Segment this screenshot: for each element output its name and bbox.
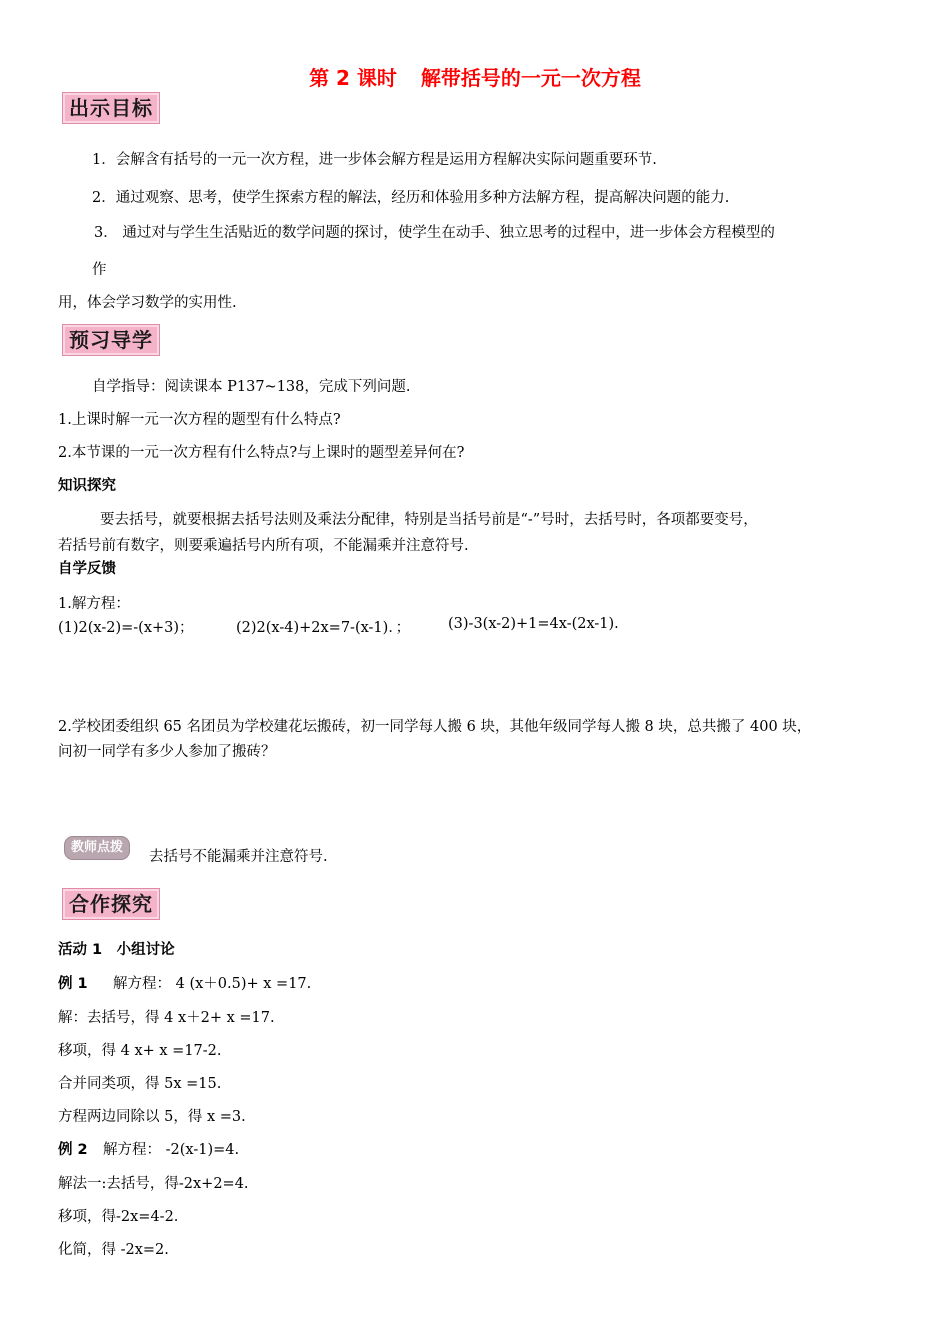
example-1-step-1: 解：去括号，得 4 x＋2+ x =17. — [58, 1010, 275, 1026]
page-title — [0, 62, 950, 91]
example-2-step-2: 移项，得-2x=4-2. — [58, 1209, 179, 1225]
example-2-step-3: 化简，得 -2x=2. — [58, 1242, 169, 1258]
example-2-problem: 解方程： -2(x-1)=4. — [103, 1142, 240, 1158]
example-1-step-4: 方程两边同除以 5，得 x =3. — [58, 1109, 246, 1125]
goal-item-2: 2．通过观察、思考，使学生探索方程的解法，经历和体验用多种方法解方程，提高解决问题的能力. — [92, 190, 730, 206]
activity-heading: 活动 1 小组讨论 — [58, 942, 175, 958]
equation-2: (2)2(x-4)+2x=7-(x-1)．； — [236, 620, 411, 636]
feedback-heading: 自学反馈 — [58, 561, 116, 577]
goal-item-3: 3． 通过对与学生生活贴近的数学问题的探讨，使学生在动手、独立思考的过程中，进一步体会方程模型的 — [94, 225, 775, 241]
feedback-2-line-1: 2.学校团委组织 65 名团员为学校建花坛搬砖，初一同学每人搬 6 块，其他年级同学每人搬 8 块，总共搬了 400 块， — [58, 719, 812, 735]
knowledge-text-line-2: 若括号前有数字，则要乘遍括号内所有项，不能漏乘并注意符号. — [58, 538, 469, 554]
teacher-tip-badge: 教师点拨 — [64, 836, 130, 860]
preview-question-2: 2.本节课的一元一次方程有什么特点?与上课时的题型差异何在? — [58, 445, 465, 461]
teacher-tip-text: 去括号不能漏乘并注意符号. — [149, 849, 328, 865]
section-banner-coop: 合作探究 — [62, 888, 160, 920]
goal-item-3-wrap: 作 — [92, 262, 107, 278]
example-1-step-2: 移项，得 4 x+ x =17-2. — [58, 1043, 222, 1059]
preview-question-1: 1.上课时解一元一次方程的题型有什么特点? — [58, 412, 341, 428]
equation-1: (1)2(x-2)=-(x+3)； — [58, 620, 194, 636]
knowledge-text-line-1: 要去括号，就要根据去括号法则及乘法分配律，特别是当括号前是“-”号时，去括号时，各项都要变号， — [100, 512, 758, 528]
example-1-label: 例 1 — [58, 976, 88, 992]
example-1-step-3: 合并同类项，得 5x =15. — [58, 1076, 222, 1092]
example-2-label: 例 2 — [58, 1142, 88, 1158]
feedback-1-label: 1.解方程： — [58, 596, 130, 612]
self-study-guide: 自学指导：阅读课本 P137~138，完成下列问题. — [92, 379, 411, 395]
knowledge-heading: 知识探究 — [58, 478, 116, 494]
lesson-number: 第 2 课时 — [309, 66, 397, 90]
example-1-problem: 解方程： 4 (x＋0.5)+ x =17. — [113, 976, 312, 992]
lesson-topic: 解带括号的一元一次方程 — [420, 66, 641, 90]
goal-item-3-end: 用，体会学习数学的实用性. — [58, 295, 237, 311]
feedback-2-line-2: 问初一同学有多少人参加了搬砖？ — [58, 744, 276, 760]
goal-item-1: 1．会解含有括号的一元一次方程，进一步体会解方程是运用方程解决实际问题重要环节. — [92, 152, 657, 168]
section-banner-goals: 出示目标 — [62, 92, 160, 124]
example-2-step-1: 解法一:去括号，得-2x+2=4. — [58, 1176, 249, 1192]
section-banner-preview: 预习导学 — [62, 324, 160, 356]
equation-3: (3)-3(x-2)+1=4x-(2x-1). — [448, 616, 619, 632]
